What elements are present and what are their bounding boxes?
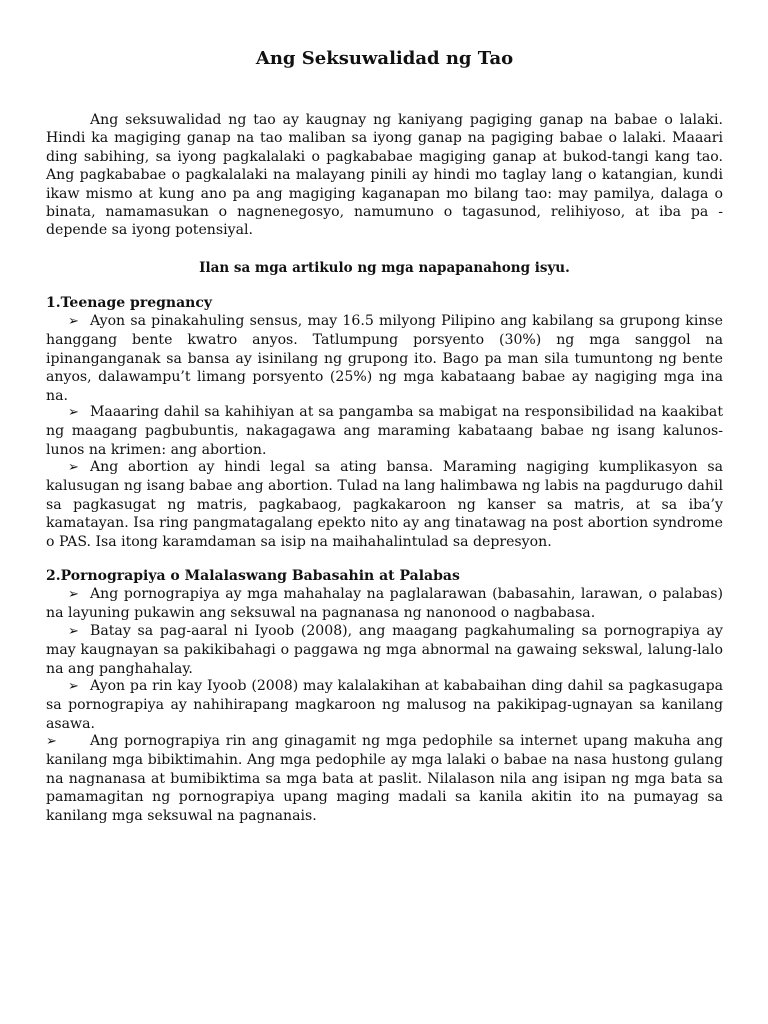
arrow-bullet-icon: ➢	[68, 405, 79, 420]
section-heading-teenage-pregnancy: 1.Teenage pregnancy	[46, 295, 213, 311]
arrow-bullet-icon: ➢	[46, 734, 57, 749]
list-item: ➢ Ayon sa pinakahuling sensus, may 16.5 milyong Pilipino ang kabilang sa grupong kinse hanggang bente kwatro anyos. Tatlumpung porsyento (30%) ng mga sanggol na ipinanganganak sa bansa ay isinilang ng grupong ito. Bago pa man sila tumuntong ng bente anyos, dalawampu’t limang porsyento (25%) ng mga kabataang babae ay nagiging mga ina na.	[46, 313, 723, 404]
list-item: ➢ Maaaring dahil sa kahihiyan at sa pangamba sa mabigat na responsibilidad na kaakibat ng maagang pagbubuntis, nakagagawa ang maraming kabataang babae ng isang kalunos-lunos na krimen: ang abortion.	[46, 404, 723, 458]
list-item: ➢ Ang pornograpiya rin ang ginagamit ng mga pedophile sa internet upang makuha ang kanilang mga bibiktimahin. Ang mga pedophile ay mga lalaki o babae na nasa hustong gulang na nagnanasa at bumibiktima sa mga bata at paslit. Nilalason nila ang isipan ng mga bata sa pamamagitan ng pornograpiya upang maging madali sa kanila akitin ito na pumayag sa kanilang mga seksuwal na pagnanais.	[46, 733, 723, 824]
arrow-bullet-icon: ➢	[68, 587, 79, 602]
section-heading-pornograpiya: 2.Pornograpiya o Malalaswang Babasahin at Palabas	[46, 568, 460, 584]
arrow-bullet-icon: ➢	[68, 624, 79, 639]
arrow-bullet-icon: ➢	[68, 679, 79, 694]
arrow-bullet-icon: ➢	[68, 460, 79, 475]
list-item: ➢ Ang abortion ay hindi legal sa ating bansa. Maraming nagiging kumplikasyon sa kalusugan ng isang babae ang abortion. Tulad na lang halimbawa ng labis na pagdurugo dahil sa pagkasugat ng matris, pagkabaog, pagkakaroon ng kanser sa matris, at sa iba’y kamatayan. Isa ring pangmatagalang epekto nito ay ang tinatawag na post abortion syndrome o PAS. Isa itong karamdaman sa isip na maihahalintulad sa depresyon.	[46, 459, 723, 550]
document-title: Ang Seksuwalidad ng Tao	[255, 48, 514, 69]
list-item: ➢ Batay sa pag-aaral ni Iyoob (2008), ang maagang pagkahumaling sa pornograpiya ay may kaugnayan sa pakikibahagi o paggawa ng mga abnormal na gawaing sekswal, lalung-lalo na ang panghahalay.	[46, 623, 723, 677]
list-item: ➢ Ayon pa rin kay Iyoob (2008) may kalalakihan at kababaihan ding dahil sa pagkasugapa sa pornograpiya ay nahihirapang magkaroon ng malusog na pakikipag-ugnayan sa kanilang asawa.	[46, 678, 723, 732]
articles-subheading: Ilan sa mga artikulo ng mga napapanahong isyu.	[199, 260, 570, 276]
intro-paragraph: Ang seksuwalidad ng tao ay kaugnay ng kaniyang pagiging ganap na babae o lalaki. Hindi ka magiging ganap na tao maliban sa iyong ganap na pagiging babae o lalaki. Maaari ding sabihing, sa iyong pagkalalaki o pagkababae magiging ganap at bukod-tangi kang tao. Ang pagkababae o pagkalalaki na malayang pinili ay hindi mo taglay lang o katangian, kundi ikaw mismo at kung ano pa ang magiging kaganapan mo bilang tao: may pamilya, dalaga o binata, namamasukan o nagnenegosyo, namumuno o tagasunod, relihiyoso, at iba pa - depende sa iyong potensiyal.	[46, 112, 723, 239]
list-item: ➢ Ang pornograpiya ay mga mahahalay na paglalarawan (babasahin, larawan, o palabas) na layuning pukawin ang seksuwal na pagnanasa ng nanonood o nagbabasa.	[46, 586, 723, 622]
arrow-bullet-icon: ➢	[68, 314, 79, 329]
